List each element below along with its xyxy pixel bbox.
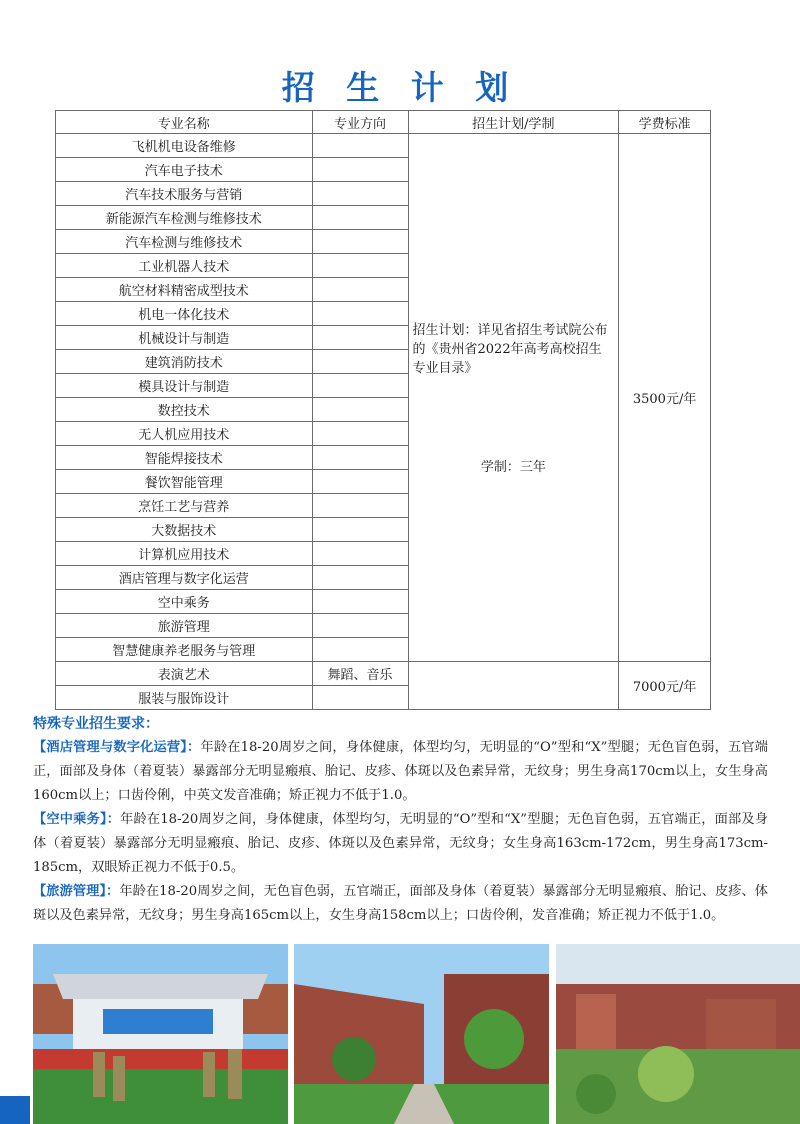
- major-direction: [312, 638, 408, 662]
- requirement-label: 【酒店管理与数字化运营】：: [33, 740, 201, 755]
- major-direction: [312, 686, 408, 710]
- major-direction: [312, 542, 408, 566]
- fee-standard: 3500元/年: [619, 134, 711, 662]
- major-name: 汽车检测与维修技术: [56, 230, 313, 254]
- major-direction: [312, 134, 408, 158]
- table-row: [56, 134, 711, 158]
- major-direction: [312, 206, 408, 230]
- requirement-label: 【旅游管理】：: [33, 884, 120, 899]
- major-name: 无人机应用技术: [56, 422, 313, 446]
- major-direction: [312, 422, 408, 446]
- major-name: 餐饮智能管理: [56, 470, 313, 494]
- requirement-text: 年龄在18-20周岁之间，身体健康，体型均匀，无明显的“O”型和“X”型腿；无色盲色弱，五官端正，面部及身体（着夏装）暴露部分无明显瘢痕、胎记、皮疹、体斑以及色素异常，无纹身；女生身高163cm-172cm，男生身高173cm-185cm，双眼矫正视力不低于0.5。: [33, 812, 768, 875]
- major-direction: [312, 278, 408, 302]
- major-name: 计算机应用技术: [56, 542, 313, 566]
- military-training-photo: [33, 944, 288, 1124]
- table-header-row: [56, 111, 711, 134]
- requirement-hotel: [33, 736, 768, 808]
- major-name: 大数据技术: [56, 518, 313, 542]
- header-fee: 学费标准: [619, 111, 711, 134]
- major-name: 机械设计与制造: [56, 326, 313, 350]
- requirement-text: 年龄在18-20周岁之间，无色盲色弱，五官端正，面部及身体（着夏装）暴露部分无明显瘢痕、胎记、皮疹、体斑以及色素异常，无纹身；男生身高165cm以上，女生身高158cm以上；口齿伶俐，发音准确；矫正视力不低于1.0。: [33, 884, 768, 923]
- major-direction: [312, 566, 408, 590]
- major-direction: [312, 230, 408, 254]
- major-direction: [312, 302, 408, 326]
- requirements-heading: 特殊专业招生要求：: [33, 716, 159, 732]
- major-name: 服装与服饰设计: [56, 686, 313, 710]
- major-direction: [312, 374, 408, 398]
- plan-text: 招生计划：详见省招生考试院公布的《贵州省2022年高考高校招生专业目录》: [412, 322, 608, 376]
- major-name: 汽车电子技术: [56, 158, 313, 182]
- major-direction: [312, 254, 408, 278]
- major-name: 汽车技术服务与营销: [56, 182, 313, 206]
- header-plan: 招生计划/学制: [408, 111, 619, 134]
- corner-decoration: [0, 1096, 30, 1124]
- major-name: 智慧健康养老服务与管理: [56, 638, 313, 662]
- fee-art: 7000元/年: [619, 662, 711, 710]
- duration-text: 学制：三年: [480, 459, 546, 475]
- requirement-label: 【空中乘务】：: [33, 812, 121, 827]
- major-direction: [312, 446, 408, 470]
- major-name: 新能源汽车检测与维修技术: [56, 206, 313, 230]
- major-name: 旅游管理: [56, 614, 313, 638]
- major-name: 模具设计与制造: [56, 374, 313, 398]
- major-name: 表演艺术: [56, 662, 313, 686]
- requirement-cabin-crew: [33, 808, 768, 880]
- major-name: 智能焊接技术: [56, 446, 313, 470]
- major-direction: [312, 182, 408, 206]
- major-name: 航空材料精密成型技术: [56, 278, 313, 302]
- plan-cell-art: [408, 662, 619, 710]
- major-direction: [312, 398, 408, 422]
- major-name: 飞机机电设备维修: [56, 134, 313, 158]
- special-requirements: [33, 712, 768, 928]
- page-title: 招 生 计 划: [281, 68, 519, 107]
- header-direction: 专业方向: [312, 111, 408, 134]
- enrollment-plan-table: [55, 110, 711, 710]
- major-direction: [312, 590, 408, 614]
- major-name: 机电一体化技术: [56, 302, 313, 326]
- major-name: 工业机器人技术: [56, 254, 313, 278]
- campus-aerial-photo: [556, 944, 800, 1124]
- major-direction: [312, 494, 408, 518]
- campus-building-photo: [294, 944, 549, 1124]
- major-direction: [312, 614, 408, 638]
- major-direction: [312, 350, 408, 374]
- major-direction: 舞蹈、音乐: [312, 662, 408, 686]
- major-name: 烹饪工艺与营养: [56, 494, 313, 518]
- plan-cell: [408, 134, 619, 662]
- header-major: 专业名称: [56, 111, 313, 134]
- major-direction: [312, 158, 408, 182]
- major-direction: [312, 518, 408, 542]
- major-direction: [312, 470, 408, 494]
- table-row: [56, 662, 711, 686]
- major-name: 数控技术: [56, 398, 313, 422]
- major-direction: [312, 326, 408, 350]
- requirement-text: 年龄在18-20周岁之间，身体健康，体型均匀，无明显的“O”型和“X”型腿；无色盲色弱，五官端正，面部及身体（着夏装）暴露部分无明显瘢痕、胎记、皮疹、体斑以及色素异常，无纹身；男生身高170cm以上，女生身高160cm以上；口齿伶俐，中英文发音准确；矫正视力不低于1.0。: [33, 740, 768, 803]
- campus-photo-strip: [0, 944, 800, 1124]
- major-name: 空中乘务: [56, 590, 313, 614]
- major-name: 建筑消防技术: [56, 350, 313, 374]
- major-name: 酒店管理与数字化运营: [56, 566, 313, 590]
- requirement-tourism: [33, 880, 768, 928]
